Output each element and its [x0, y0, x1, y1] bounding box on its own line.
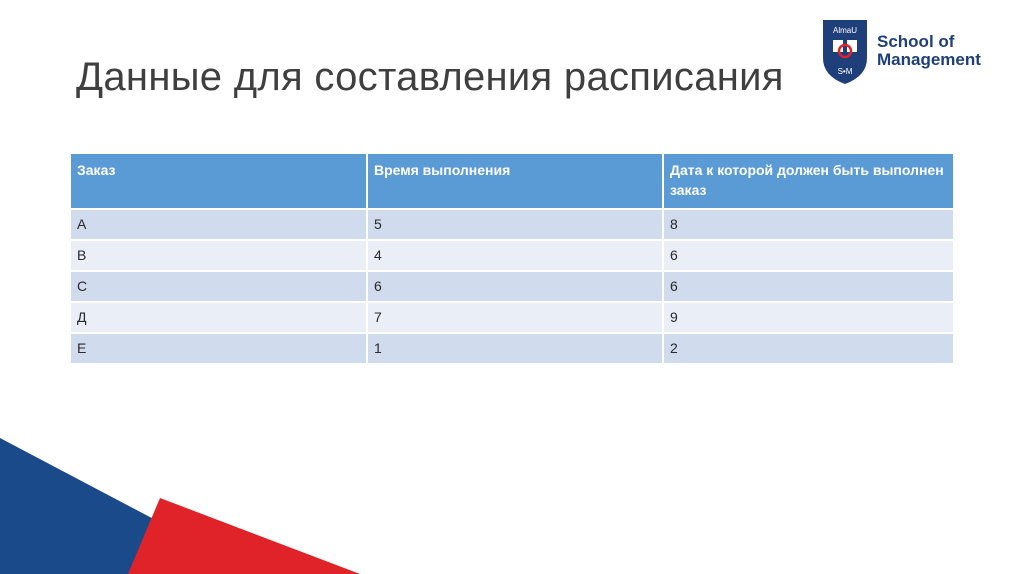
header-order: Заказ — [70, 153, 367, 209]
cell-due-date: 6 — [663, 240, 954, 271]
cell-order: B — [70, 240, 367, 271]
emblem-top-text: AlmaU — [832, 26, 858, 35]
school-logo — [819, 18, 999, 88]
table-row — [70, 209, 954, 240]
cell-due-date: 2 — [663, 333, 954, 364]
cell-due-date: 8 — [663, 209, 954, 240]
table-row — [70, 302, 954, 333]
table-row — [70, 333, 954, 364]
logo-line-1: School of — [877, 32, 955, 51]
cell-due-date: 6 — [663, 271, 954, 302]
cell-due-date: 9 — [663, 302, 954, 333]
red-stripe-shape — [128, 498, 360, 574]
cell-order: Д — [70, 302, 367, 333]
emblem-bottom-text: S•M — [837, 67, 853, 76]
header-duration: Время выполнения — [367, 153, 663, 209]
table-header-row — [70, 153, 954, 209]
shield-emblem-icon — [819, 18, 871, 86]
cell-order: A — [70, 209, 367, 240]
cell-order: C — [70, 271, 367, 302]
header-due-date: Дата к которой должен быть выполнен заказ — [663, 153, 954, 209]
cell-duration: 4 — [367, 240, 663, 271]
cell-order: E — [70, 333, 367, 364]
table-row — [70, 240, 954, 271]
logo-line-2: Management — [877, 50, 981, 69]
cell-duration: 6 — [367, 271, 663, 302]
schedule-table — [69, 152, 955, 365]
cell-duration: 7 — [367, 302, 663, 333]
slide-title: Данные для составления расписания — [76, 55, 784, 99]
cell-duration: 1 — [367, 333, 663, 364]
logo-wordmark — [877, 33, 981, 69]
cell-duration: 5 — [367, 209, 663, 240]
table-row — [70, 271, 954, 302]
